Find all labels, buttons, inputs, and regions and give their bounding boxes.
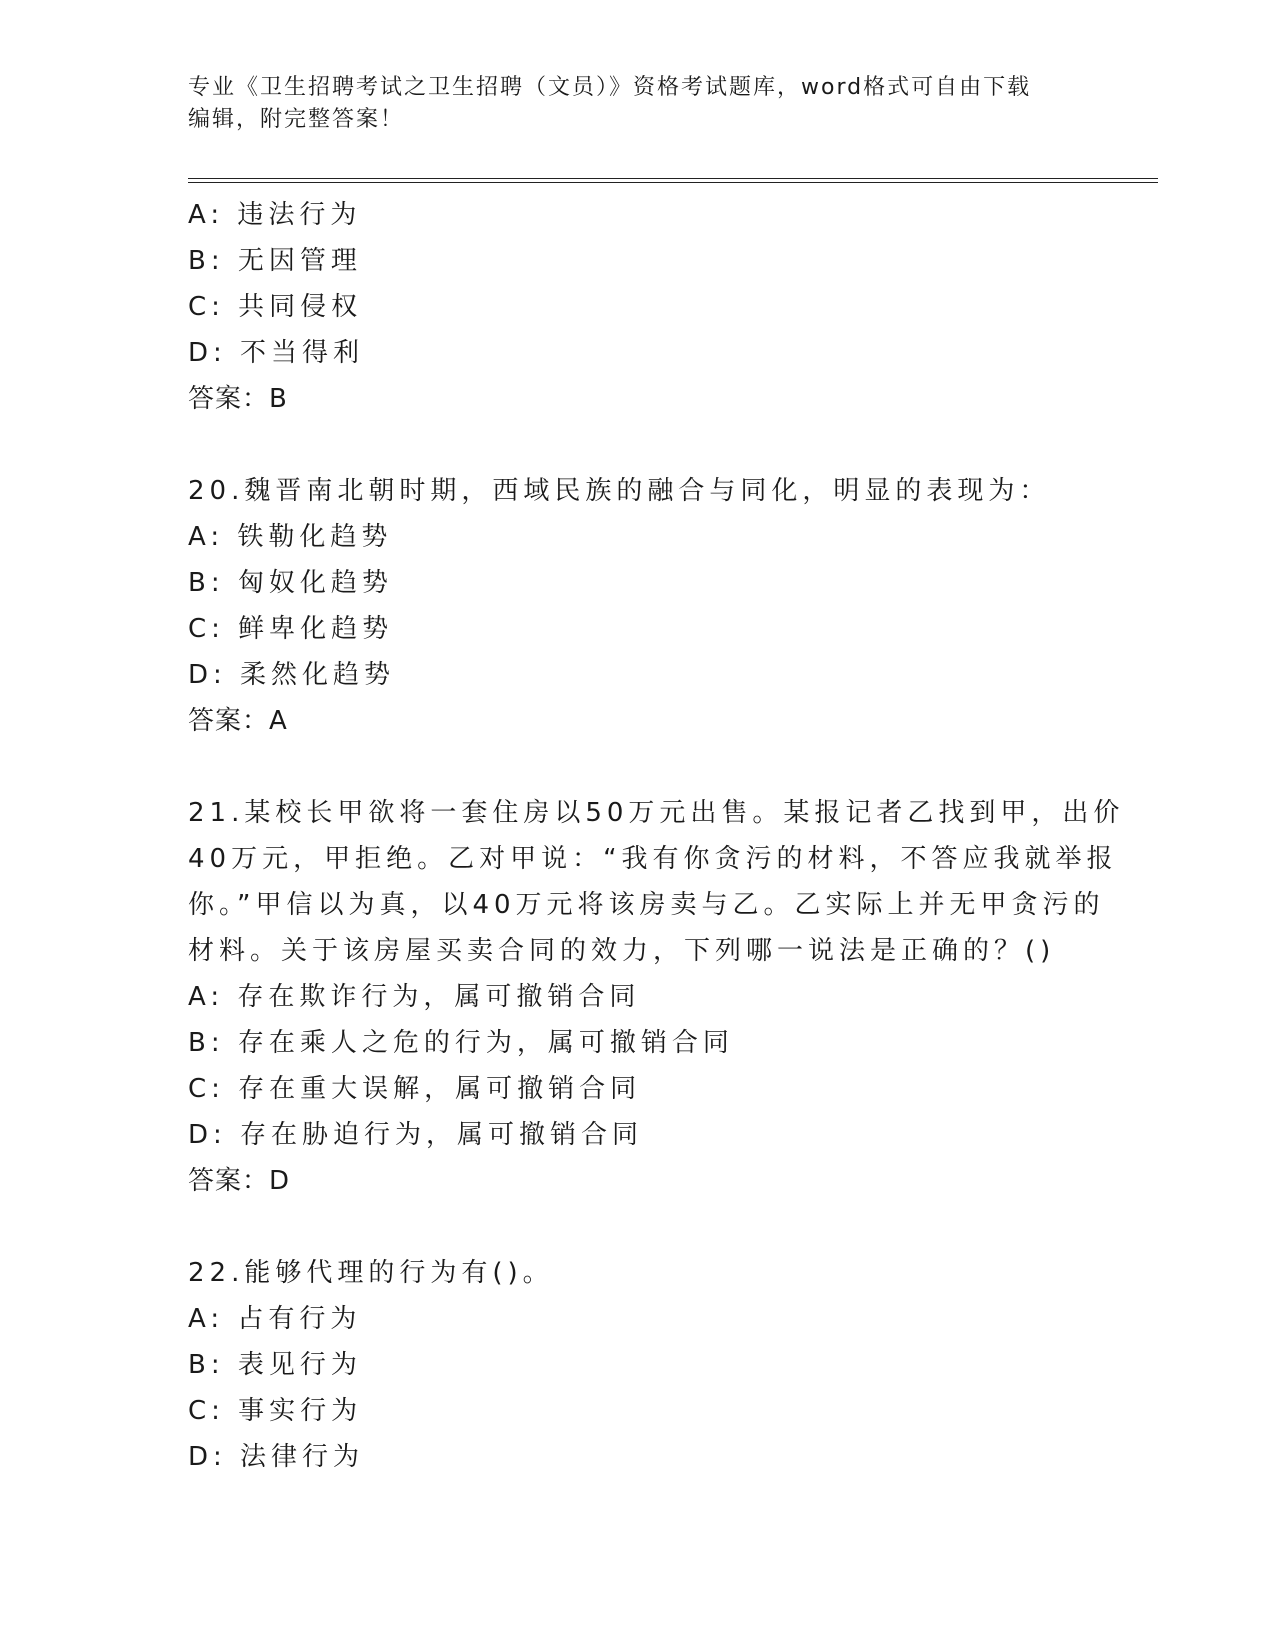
header-line-1: 专业《卫生招聘考试之卫生招聘（文员）》资格考试题库，word格式可自由下载 — [188, 75, 1032, 100]
question-stem-line-3: 你。”甲信以为真，以40万元将该房卖与乙。乙实际上并无甲贪污的 — [188, 890, 1105, 920]
question-22 — [188, 1250, 1088, 1480]
option-b: B: 表见行为 — [188, 1350, 362, 1380]
option-a: A: 存在欺诈行为，属可撤销合同 — [188, 982, 641, 1012]
answer-line: 答案：B — [188, 384, 288, 414]
option-d: D: 法律行为 — [188, 1442, 365, 1472]
question-stem: 20.魏晋南北朝时期，西域民族的融合与同化，明显的表现为： — [188, 476, 1051, 506]
question-19 — [188, 192, 1088, 422]
question-stem-line-4: 材料。关于该房屋买卖合同的效力，下列哪一说法是正确的？() — [188, 936, 1056, 966]
document-header — [188, 72, 1088, 136]
question-stem-line-1: 21.某校长甲欲将一套住房以50万元出售。某报记者乙找到甲，出价 — [188, 798, 1125, 828]
option-d: D: 存在胁迫行为，属可撤销合同 — [188, 1120, 644, 1150]
option-a: A: 铁勒化趋势 — [188, 522, 393, 552]
question-stem: 22.能够代理的行为有()。 — [188, 1258, 554, 1288]
answer-line: 答案：A — [188, 706, 288, 736]
spacer — [188, 1204, 1088, 1250]
question-stem — [188, 790, 1125, 974]
question-stem-line-2: 40万元，甲拒绝。乙对甲说：“我有你贪污的材料，不答应我就举报 — [188, 844, 1118, 874]
option-b: B: 无因管理 — [188, 246, 362, 276]
option-b: B: 匈奴化趋势 — [188, 568, 393, 598]
question-21 — [188, 790, 1125, 1204]
option-d: D: 不当得利 — [188, 338, 365, 368]
spacer — [188, 744, 1088, 790]
option-c: C: 事实行为 — [188, 1396, 363, 1426]
option-d: D: 柔然化趋势 — [188, 660, 396, 690]
header-line-2: 编辑，附完整答案！ — [188, 107, 405, 132]
question-20 — [188, 468, 1088, 744]
answer-line: 答案：D — [188, 1166, 291, 1196]
option-c: C: 存在重大误解，属可撤销合同 — [188, 1074, 642, 1104]
spacer — [188, 422, 1088, 468]
option-b: B: 存在乘人之危的行为，属可撤销合同 — [188, 1028, 734, 1058]
header-divider — [188, 178, 1158, 183]
question-list — [188, 192, 1125, 1480]
option-a: A: 违法行为 — [188, 200, 362, 230]
option-a: A: 占有行为 — [188, 1304, 362, 1334]
option-c: C: 共同侵权 — [188, 292, 363, 322]
option-c: C: 鲜卑化趋势 — [188, 614, 394, 644]
